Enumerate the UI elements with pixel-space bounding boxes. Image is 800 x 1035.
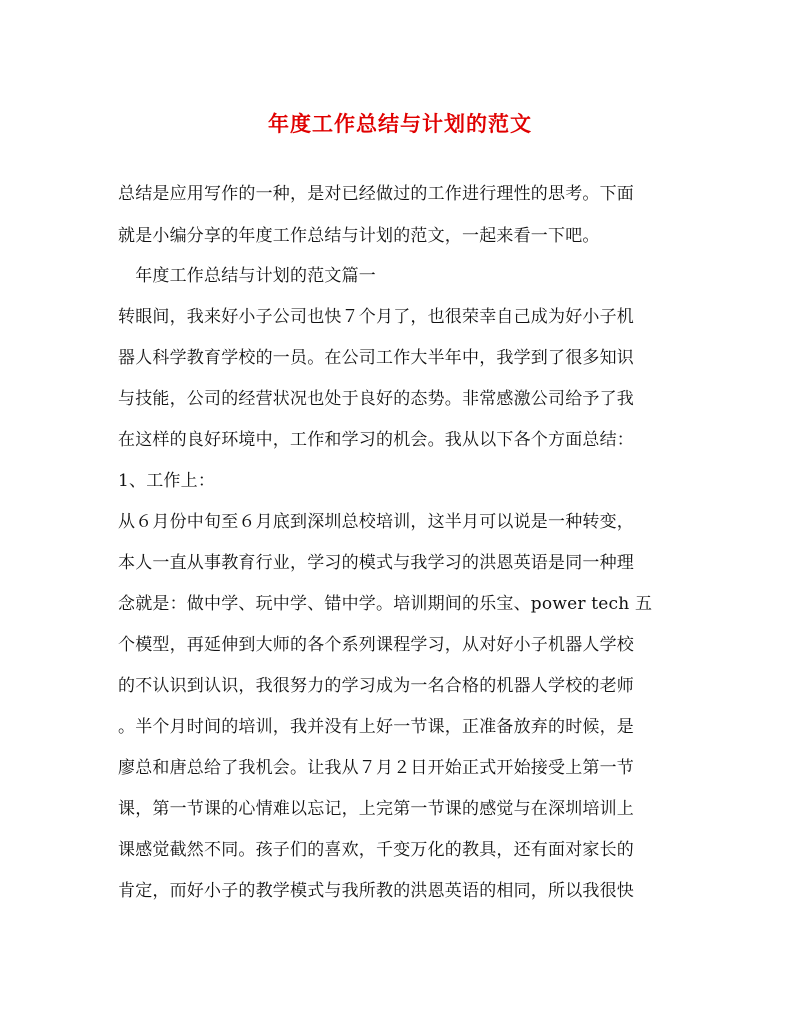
paragraph-line: 课，第一节课的心情难以忘记，上完第一节课的感觉与在深圳培训上: [118, 799, 634, 819]
paragraph-line: 转眼间，我来好小子公司也快７个月了，也很荣幸自己成为好小子机: [118, 307, 634, 327]
paragraph-line: 就是小编分享的年度工作总结与计划的范文，一起来看一下吧。: [118, 226, 600, 246]
paragraph-line: 念就是：做中学、玩中学、错中学。培训期间的乐宝、power tech 五: [118, 594, 653, 614]
paragraph-line: 个模型，再延伸到大师的各个系列课程学习，从对好小子机器人学校: [118, 635, 634, 655]
paragraph-line: 总结是应用写作的一种，是对已经做过的工作进行理性的思考。下面: [118, 184, 634, 204]
paragraph-line: 肯定，而好小子的教学模式与我所教的洪恩英语的相同，所以我很快: [118, 881, 634, 901]
paragraph-line: 课感觉截然不同。孩子们的喜欢，千变万化的教具，还有面对家长的: [118, 840, 634, 860]
paragraph-line: 本人一直从事教育行业，学习的模式与我学习的洪恩英语是同一种理: [118, 553, 634, 573]
paragraph-line: 在这样的良好环境中，工作和学习的机会。我从以下各个方面总结：: [118, 430, 634, 450]
paragraph-line: 与技能，公司的经营状况也处于良好的态势。非常感激公司给予了我: [118, 389, 634, 409]
paragraph-line: 从６月份中旬至６月底到深圳总校培训，这半月可以说是一种转变，: [118, 512, 634, 532]
paragraph-line: 。半个月时间的培训，我并没有上好一节课，正准备放弃的时候，是: [118, 717, 634, 737]
paragraph-line: 器人科学教育学校的一员。在公司工作大半年中，我学到了很多知识: [118, 348, 634, 368]
paragraph-line: 廖总和唐总给了我机会。让我从７月２日开始正式开始接受上第一节: [118, 758, 634, 778]
subheading: 1、工作上：: [118, 471, 216, 491]
section-heading: 年度工作总结与计划的范文篇一: [118, 266, 376, 286]
paragraph-line: 的不认识到认识，我很努力的学习成为一名合格的机器人学校的老师: [118, 676, 634, 696]
document-title: 年度工作总结与计划的范文: [268, 111, 532, 136]
